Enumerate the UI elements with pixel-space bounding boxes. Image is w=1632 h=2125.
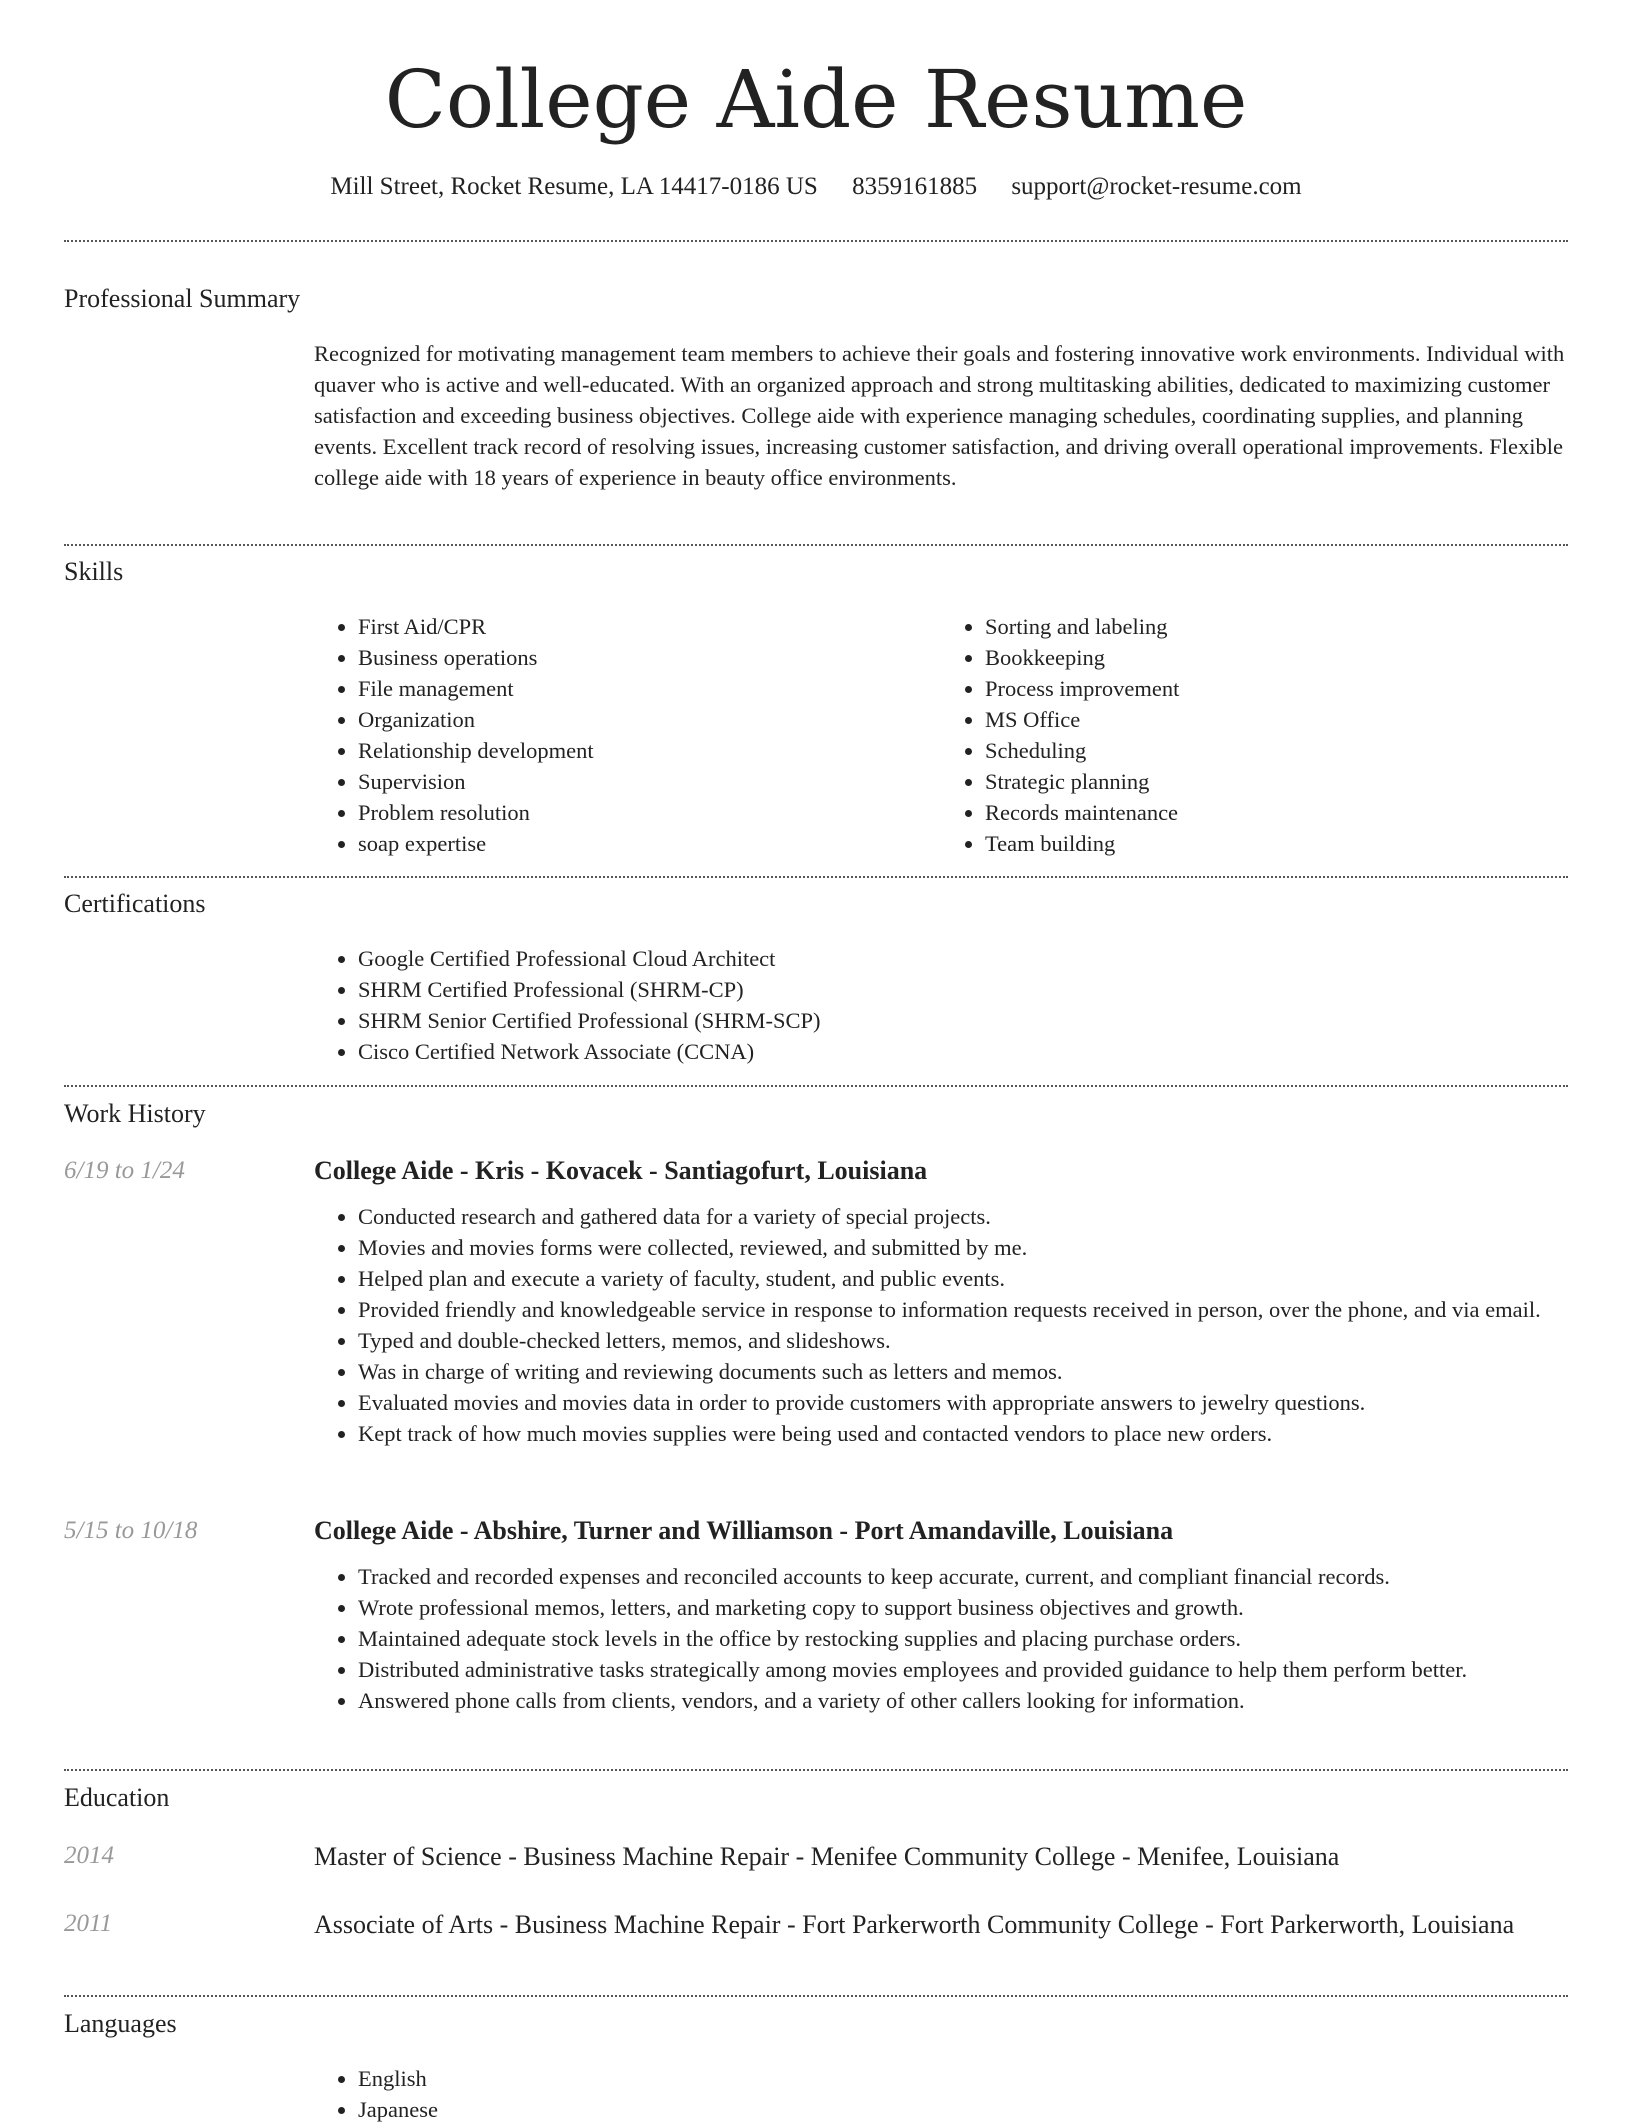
certifications-body: [314, 943, 1568, 1067]
work-history-title: Work History: [64, 1099, 206, 1128]
certification-item: • SHRM Certified Professional (SHRM-CP): [358, 974, 1568, 1005]
contact-email: support@rocket-resume.com: [1011, 173, 1302, 200]
skill-item: • Problem resolution: [358, 797, 941, 828]
education-entry: Associate of Arts - Business Machine Repair - Fort Parkerworth Community College - Fort Parkerworth, Louisiana: [314, 1910, 1515, 1939]
skill-item: • Relationship development: [358, 735, 941, 766]
languages-section: [64, 2007, 1568, 2122]
skill-item: • Strategic planning: [985, 766, 1568, 797]
contact-address: Mill Street, Rocket Resume, LA 14417-0186 US: [330, 173, 818, 200]
certifications-list: [314, 943, 1568, 1067]
certification-item: • SHRM Senior Certified Professional (SHRM-SCP): [358, 1005, 1568, 1036]
skill-item: • Process improvement: [985, 673, 1568, 704]
section-divider: [64, 1995, 1568, 1997]
languages-title: Languages: [64, 2009, 177, 2038]
languages-body: [314, 2063, 1568, 2125]
job-bullet: • Evaluated movies and movies data in order to provide customers with appropriate answers to jewelry questions.: [358, 1387, 1568, 1418]
section-divider: [64, 240, 1568, 242]
skills-list-left: [314, 611, 941, 859]
job-bullet: • Wrote professional memos, letters, and marketing copy to support business objectives and growth.: [358, 1592, 1568, 1623]
job-bullet: • Typed and double-checked letters, memos, and slideshows.: [358, 1325, 1568, 1356]
section-divider: [64, 544, 1568, 546]
skill-item: • Records maintenance: [985, 797, 1568, 828]
job-dates: 6/19 to 1/24: [64, 1157, 185, 1184]
certifications-section: [64, 887, 1568, 1064]
education-year: 2014: [64, 1842, 114, 1869]
skill-item: • Business operations: [358, 642, 941, 673]
skills-columns: [314, 611, 1568, 859]
section-divider: [64, 876, 1568, 878]
language-item: • Japanese: [358, 2094, 1568, 2125]
certification-item: • Google Certified Professional Cloud Architect: [358, 943, 1568, 974]
job-bullet: • Maintained adequate stock levels in the office by restocking supplies and placing purchase orders.: [358, 1623, 1568, 1654]
education-year: 2011: [64, 1910, 113, 1937]
skill-item: • First Aid/CPR: [358, 611, 941, 642]
contact-phone: 8359161885: [852, 173, 978, 200]
job-dates: 5/15 to 10/18: [64, 1517, 198, 1544]
skill-item: • Supervision: [358, 766, 941, 797]
summary-text: Recognized for motivating management team members to achieve their goals and fostering innovative work environments. Individual with quaver who is active and well-educated. With an organized approach and strong multitasking abilities, dedicated to maximizing customer satisfaction and exceeding business objectives. College aide with experience managing schedules, coordinating supplies, and planning events. Excellent track record of resolving issues, increasing customer satisfaction, and driving overall operational improvements. Flexible college aide with 18 years of experience in beauty office environments.: [314, 341, 1565, 490]
job-bullet: • Answered phone calls from clients, vendors, and a variety of other callers looking for information.: [358, 1685, 1568, 1716]
education-entry: Master of Science - Business Machine Repair - Menifee Community College - Menifee, Louisiana: [314, 1842, 1340, 1871]
education-section: [64, 1781, 1568, 1939]
resume-header: [0, 0, 1632, 204]
skills-section: [64, 555, 1568, 856]
job-bullet: • Kept track of how much movies supplies were being used and contacted vendors to place new orders.: [358, 1418, 1568, 1449]
language-item: • English: [358, 2063, 1568, 2094]
skills-list-right: [941, 611, 1568, 859]
skill-item: • Bookkeeping: [985, 642, 1568, 673]
skill-item: • File management: [358, 673, 941, 704]
certifications-title: Certifications: [64, 889, 206, 918]
job-entry: [314, 1153, 1568, 1449]
job-bullets: [314, 1561, 1568, 1716]
skill-item: • soap expertise: [358, 828, 941, 859]
skill-item: • Organization: [358, 704, 941, 735]
section-divider: [64, 1769, 1568, 1771]
summary-section: [64, 282, 1568, 490]
job-entry: [314, 1513, 1568, 1716]
resume-name: College Aide Resume: [384, 53, 1248, 146]
certification-item: • Cisco Certified Network Associate (CCNA): [358, 1036, 1568, 1067]
job-bullet: • Provided friendly and knowledgeable service in response to information requests received in person, over the phone, and via email.: [358, 1294, 1568, 1325]
job-bullet: • Movies and movies forms were collected, reviewed, and submitted by me.: [358, 1232, 1568, 1263]
section-divider: [64, 1085, 1568, 1087]
job-bullet: • Conducted research and gathered data for a variety of special projects.: [358, 1201, 1568, 1232]
skill-item: • Team building: [985, 828, 1568, 859]
job-title: College Aide - Abshire, Turner and Williamson - Port Amandaville, Louisiana: [314, 1516, 1174, 1545]
job-bullet: • Helped plan and execute a variety of faculty, student, and public events.: [358, 1263, 1568, 1294]
job-bullet: • Was in charge of writing and reviewing documents such as letters and memos.: [358, 1356, 1568, 1387]
job-bullet: • Tracked and recorded expenses and reconciled accounts to keep accurate, current, and compliant financial records.: [358, 1561, 1568, 1592]
job-bullets: [314, 1201, 1568, 1449]
skills-title: Skills: [64, 557, 124, 586]
work-history-section: [64, 1097, 1568, 1713]
languages-list: [314, 2063, 1568, 2125]
skill-item: • Scheduling: [985, 735, 1568, 766]
skill-item: • MS Office: [985, 704, 1568, 735]
contact-line: [0, 170, 1632, 204]
education-title: Education: [64, 1783, 170, 1812]
job-bullet: • Distributed administrative tasks strategically among movies employees and provided guidance to help them perform better.: [358, 1654, 1568, 1685]
job-title: College Aide - Kris - Kovacek - Santiagofurt, Louisiana: [314, 1156, 928, 1185]
skill-item: • Sorting and labeling: [985, 611, 1568, 642]
summary-title: Professional Summary: [64, 284, 301, 313]
